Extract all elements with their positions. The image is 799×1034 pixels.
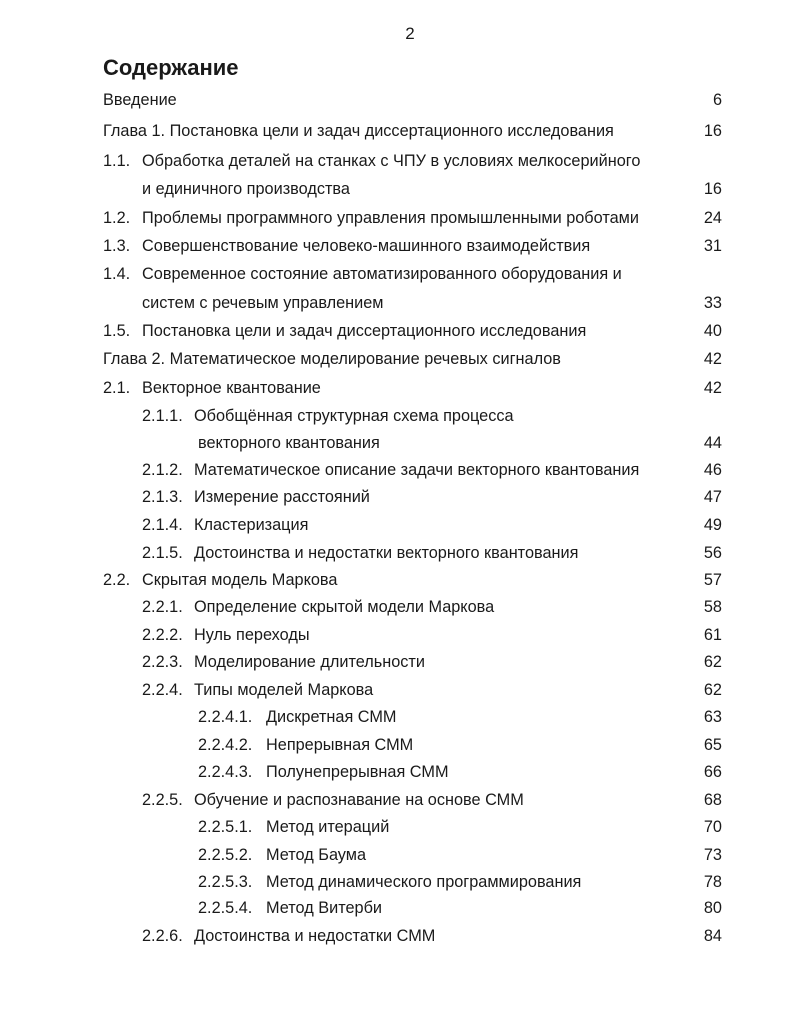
toc-entry xyxy=(0,179,799,199)
toc-entry xyxy=(0,625,799,645)
entry-number: 2.2.4.1. xyxy=(198,708,253,726)
entry-page: 31 xyxy=(703,237,722,255)
toc-entry xyxy=(0,264,799,284)
entry-page: 70 xyxy=(703,818,722,836)
entry-title: Типы моделей Маркова xyxy=(194,681,374,699)
entry-title: Проблемы программного управления промышленными роботами xyxy=(142,209,639,227)
entry-page: 62 xyxy=(703,653,722,671)
page-number: 2 xyxy=(405,24,415,43)
entry-number: 2.2.5.3. xyxy=(198,873,253,891)
entry-title: Измерение расстояний xyxy=(194,488,370,506)
entry-number: 1.2. xyxy=(103,209,131,227)
entry-title: Глава 1. Постановка цели и задач диссертационного исследования xyxy=(103,122,614,140)
entry-number: 2.2.5.2. xyxy=(198,846,253,864)
entry-number: 2.2.2. xyxy=(142,626,183,644)
toc-entry xyxy=(0,707,799,727)
toc-entry xyxy=(0,926,799,946)
entry-number: 2.2.1. xyxy=(142,598,183,616)
entry-number: 2.2.3. xyxy=(142,653,183,671)
toc-entry xyxy=(0,515,799,535)
entry-number: 2.2.5.1. xyxy=(198,818,253,836)
entry-number: 2.1.3. xyxy=(142,488,183,506)
entry-title: Метод Баума xyxy=(266,846,367,864)
toc-entry xyxy=(0,236,799,256)
entry-title: Моделирование длительности xyxy=(194,653,425,671)
entry-number: 2.2.4. xyxy=(142,681,183,699)
toc-entry xyxy=(0,433,799,453)
entry-page: 42 xyxy=(703,350,722,368)
entry-page: 16 xyxy=(703,180,722,198)
entry-number: 1.3. xyxy=(103,237,131,255)
toc-entry xyxy=(0,652,799,672)
entry-page: 33 xyxy=(703,294,722,312)
entry-page: 78 xyxy=(703,873,722,891)
entry-title: Определение скрытой модели Маркова xyxy=(194,598,495,616)
entry-title: Математическое описание задачи векторного квантования xyxy=(194,461,640,479)
entry-page: 16 xyxy=(703,122,722,140)
entry-title: Обобщённая структурная схема процесса xyxy=(194,407,514,425)
entry-number: 2.1. xyxy=(103,379,131,397)
entry-title: Нуль переходы xyxy=(194,626,310,644)
entry-number: 2.1.5. xyxy=(142,544,183,562)
entry-page: 47 xyxy=(703,488,722,506)
entry-number: 1.4. xyxy=(103,265,131,283)
toc-entry xyxy=(0,487,799,507)
entry-page: 46 xyxy=(703,461,722,479)
toc-title: Содержание xyxy=(103,55,239,80)
entry-page: 56 xyxy=(703,544,722,562)
toc-entry xyxy=(0,872,799,892)
entry-number: 2.2.5.4. xyxy=(198,899,253,917)
toc-entry xyxy=(0,597,799,617)
entry-title: Дискретная СММ xyxy=(266,708,397,726)
toc-entry xyxy=(0,90,799,110)
entry-number: 2.2. xyxy=(103,571,131,589)
toc-entry xyxy=(0,845,799,865)
entry-title: Метод Витерби xyxy=(266,899,383,917)
entry-title: Современное состояние автоматизированного оборудования и xyxy=(142,265,622,283)
entry-page: 63 xyxy=(703,708,722,726)
entry-title: Достоинства и недостатки СММ xyxy=(194,927,436,945)
entry-page: 42 xyxy=(703,379,722,397)
toc-entry xyxy=(0,817,799,837)
entry-title: Обработка деталей на станках с ЧПУ в условиях мелкосерийного xyxy=(142,152,641,170)
entry-page: 6 xyxy=(712,91,722,109)
toc-entry xyxy=(0,898,799,918)
entry-page: 68 xyxy=(703,791,722,809)
entry-title: Обучение и распознавание на основе СММ xyxy=(194,791,524,809)
entry-title: Скрытая модель Маркова xyxy=(142,571,338,589)
toc-entry xyxy=(0,460,799,480)
entry-page: 40 xyxy=(703,322,722,340)
entry-page: 62 xyxy=(703,681,722,699)
entry-title: Полунепрерывная СММ xyxy=(266,763,449,781)
entry-page: 80 xyxy=(703,899,722,917)
toc-entry xyxy=(0,735,799,755)
entry-title: Векторное квантование xyxy=(142,379,321,397)
toc-entry xyxy=(0,151,799,171)
entry-page: 49 xyxy=(703,516,722,534)
entry-title-continuation: систем с речевым управлением xyxy=(142,294,384,312)
entry-page: 44 xyxy=(703,434,722,452)
entry-page: 58 xyxy=(703,598,722,616)
entry-title: Метод итераций xyxy=(266,818,390,836)
toc-entry xyxy=(0,570,799,590)
entry-title: Кластеризация xyxy=(194,516,309,534)
toc-entry xyxy=(0,321,799,341)
entry-title: Совершенствование человеко-машинного взаимодействия xyxy=(142,237,591,255)
entry-number: 2.1.1. xyxy=(142,407,183,425)
entry-page: 73 xyxy=(703,846,722,864)
entry-title-continuation: и единичного производства xyxy=(142,180,350,198)
entry-number: 2.2.4.3. xyxy=(198,763,253,781)
entry-title: Непрерывная СММ xyxy=(266,736,414,754)
entry-title: Введение xyxy=(103,91,177,109)
toc-entry xyxy=(0,406,799,426)
entry-title: Достоинства и недостатки векторного квантования xyxy=(194,544,579,562)
entry-page: 61 xyxy=(703,626,722,644)
entry-page: 84 xyxy=(703,927,722,945)
toc-entry xyxy=(0,543,799,563)
toc-entry xyxy=(0,378,799,398)
entry-page: 66 xyxy=(703,763,722,781)
entry-title-continuation: векторного квантования xyxy=(198,434,380,452)
entry-number: 1.5. xyxy=(103,322,131,340)
toc-entry xyxy=(0,680,799,700)
entry-title: Глава 2. Математическое моделирование речевых сигналов xyxy=(103,350,561,368)
entry-title: Метод динамического программирования xyxy=(266,873,582,891)
entry-page: 65 xyxy=(703,736,722,754)
entry-number: 2.2.4.2. xyxy=(198,736,253,754)
toc-entry xyxy=(0,121,799,141)
entry-number: 2.2.6. xyxy=(142,927,183,945)
entry-number: 2.2.5. xyxy=(142,791,183,809)
toc-entry xyxy=(0,349,799,369)
entry-page: 24 xyxy=(703,209,722,227)
entry-number: 1.1. xyxy=(103,152,131,170)
entry-page: 57 xyxy=(703,571,722,589)
toc-entry xyxy=(0,208,799,228)
entry-title: Постановка цели и задач диссертационного исследования xyxy=(142,322,587,340)
toc-entry xyxy=(0,293,799,313)
toc-entry xyxy=(0,790,799,810)
entry-number: 2.1.2. xyxy=(142,461,183,479)
entry-number: 2.1.4. xyxy=(142,516,183,534)
toc-entry xyxy=(0,762,799,782)
